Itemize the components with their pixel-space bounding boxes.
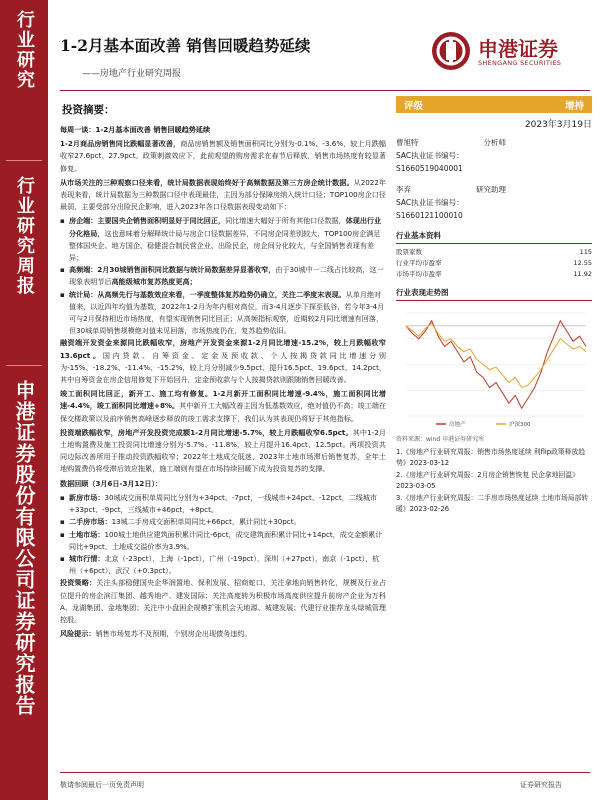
analyst-role: 研究助理: [476, 185, 506, 194]
r3-bold: 土地市场：: [69, 529, 105, 539]
logo-en-text: SHENGANG SECURITIES: [478, 59, 562, 67]
li1-text2: 这也意味着分解释统计局与房企口径数据差异，不同房企同差别较大，TOP100房企满足整体国央企、地方国企、稳健混合制民营企业、出险民企，房企间分化较大，与全国销售表现有差异；: [69, 228, 381, 263]
left-sidebar: [0, 0, 48, 800]
right-column: [396, 96, 592, 517]
rating-bar: [396, 96, 592, 113]
cert-label: SAC执业证书编号：: [396, 151, 464, 160]
para-funding: [60, 337, 386, 386]
list-item: [69, 492, 386, 516]
para-three-bold: 从市场关注的三种观察口径来看，统计局数据表现始终好于高频数据及第三方房企统计数据。: [60, 177, 354, 187]
weekly-lead: 每周一谈：1-2月基本面改善 销售回暖趋势延续: [60, 125, 211, 134]
list-item: [69, 264, 386, 288]
table-cell: 股票家数: [396, 248, 422, 256]
r2-text: 13城二手房成交面积单周同比+66pct，累计同比+30pct。: [111, 517, 301, 527]
para-strategy-text: 关注头部稳健国央企华润置地、保利发展、招商蛇口，关注拿地向销售转化，规模及行业占位提升的房企滨江集团、越秀地产、建发国际；关注高度转为积极市场高度供应提升前房产企业为万科A、龙湖集团、金地集团；关注中小盘困企规模扩张机会天地源、城建发展；代建行业推荐龙头绿城管理控股。: [60, 578, 387, 624]
para-investment: [60, 427, 386, 476]
analyst-row: [396, 136, 506, 149]
li2-bold: 高频端：2月30城销售面积同比数据与统计局数据差异显著收窄，: [69, 265, 276, 275]
para-completion-bold: 竣工面积同比回正，新开工、施工均有修复。1-2月新开工面积同比增速-9.4%，施工面积同比增速-4.4%，竣工面积同比增速+8%。: [60, 389, 386, 411]
metrics-list: [60, 215, 386, 337]
analyst-role: 分析师: [483, 138, 506, 147]
li2-text: 由于30城中一二线占比较高，这一现象表明节后: [69, 265, 384, 287]
li1-text: 同比增速大幅好于所有其他口径数据，: [225, 216, 346, 226]
logo-cn-text: 申港证券: [478, 37, 558, 61]
sidebar-middle-label: [0, 176, 48, 326]
related-item[interactable]: 2.《房地产行业研究周报：2月房企销售恢复 民企拿地回温》2023-03-05: [396, 471, 579, 490]
footer-rule: [60, 772, 590, 773]
basic-data-table: [396, 246, 592, 279]
r2-bold: 二手房市场：: [69, 517, 112, 527]
para-three-metrics: [60, 177, 386, 214]
table-cell: 市场平均市盈率: [396, 270, 442, 278]
para-investment-bold: 投资端跌幅收窄，房地产开发投资完成额1-2月同比增速-5.7%，较上月跌幅收窄6.5pct。: [60, 427, 353, 437]
related-reports: [396, 447, 592, 515]
review-list: [60, 492, 386, 577]
table-row: [396, 257, 592, 268]
para-sales-bold: 1-2月商品房销售同比跌幅显著改善，: [60, 139, 181, 149]
para-funding-text: 国内贷款、自筹资金、定金及预收款、个人按揭贷款同比增速分别为-15%、-18.2%、-11.4%、-15.2%，较上月分别减少9.5pct、提升16.5pct、19.6pct、14.2pct，其中自筹资金在房企信用修复下开始回升，定金预收款与个人按揭贷款则跟随销售回暖改善。: [60, 350, 386, 385]
r4-text: 北京（-23pct），上海（-1pct），广州（-19pct），深圳（+27pct），南京（-1pct），杭州（+6pct），武汉（+0.3pct）。: [69, 553, 380, 576]
r3-text: 100城土地供应建筑面积累计同比-6pct，成交建筑面积累计同比+14pct，成交金额累计同比+9pct，土地成交溢价率为3.9%。: [69, 529, 383, 551]
r4-bold: 城市行情：: [69, 553, 105, 563]
footer-disclaimer: 敬请参阅最后一页免责声明: [60, 781, 144, 789]
basic-data-title: 行业基本资料: [396, 230, 592, 244]
list-item: [69, 215, 386, 264]
li1-bold2: 体现出行业分化格局，: [69, 216, 382, 238]
table-cell: 11.92: [573, 269, 592, 278]
list-item: [69, 289, 386, 338]
table-row: [396, 246, 592, 257]
para-strategy: [60, 577, 386, 626]
footer-label: 证券研究报告: [520, 781, 562, 789]
chart-series-line-1: [406, 323, 586, 387]
para-risk-bold: 风险提示：: [60, 629, 96, 639]
sidebar-divider: [6, 160, 42, 161]
review-heading: 数据回顾（3月6日-3月12日）：: [60, 478, 163, 488]
li1-bold: 房企端：主要国央企销售面积明显好于同比回正，: [69, 216, 226, 226]
para-sales: [60, 138, 386, 175]
li3-bold: 统计局：从高频先行与基数效应来看，一季度整体复苏趋势仍确立，关注二季度末表现。: [69, 289, 346, 299]
li2-bold2: 高能级城市复苏热度更高；: [111, 277, 197, 287]
related-item[interactable]: 1.《房地产行业研究周报：销售市场热度延续 利flip政策释放趋势》2023-03-12: [396, 448, 586, 467]
para-sales-text: 商品房销售额及销售面积同比分别为-0.1%、-3.6%，较上月跌幅收窄27.6pct、27.9pct。政策刺激效应下，此前观望的购房需求在春节后释放，销售市场热度有较显著修复。: [60, 139, 386, 173]
li3-text: 从单月绝对值来，以近四年均值为基数，2022年1-2月为年内相对高位，而3-4月逐步下探至低谷，若今年3-4月可与2月保持相近市场热度，有望实现销售同比回正；从高频指标观察，近期较2月同比增速有回落，但30城单周销售规模绝对值未见回落，市场热度仍在，复苏趋势依旧。: [69, 289, 385, 336]
table-cell: 行业平均市盈率: [396, 259, 442, 267]
cert-label: SAC执业证书编号：: [396, 198, 464, 207]
rating-value: 增持: [564, 100, 584, 112]
para-completion: [60, 388, 386, 425]
r1-text: 30城成交面积单周同比分别为+34pct、-7pct，一线城市+24pct、-12pct，二线城市+33pct、-9pct，三线城市+46pct，+8pct。: [69, 492, 378, 515]
report-date: 2023年3月19日: [524, 120, 592, 130]
list-item: [69, 529, 386, 553]
legend-label: 沪深300: [509, 422, 531, 428]
sidebar-bottom-text: 申港证券股份有限公司证券研究报告: [12, 380, 36, 716]
list-item: [69, 516, 386, 528]
cert-number: S1660121100010: [396, 211, 463, 220]
analyst-row: [396, 183, 506, 196]
para-completion-text: 其中新开工大幅改善主因为低基数效应，绝对值仍不高；竣工端在保交楼政策以及前序销售高峰逐步释放的竣工需求支撑下，我们认为其表现仍将好于其他指标。: [60, 401, 386, 423]
para-three-text: 从2022年表现来看，统计局数据为三种数据口径中表现最佳，主因为部分保障房纳入统计口径；TOP100房企口径最弱，主要受部分出险民企影响，进入2023年各口径数据表现变动如下：: [60, 177, 387, 212]
company-logo: [430, 30, 595, 72]
cert-number: S1660519040001: [396, 164, 463, 173]
page-title: 1-2月基本面改善 销售回暖趋势延续: [60, 36, 311, 55]
rating-label: 评级: [404, 100, 424, 112]
sidebar-middle-text: 行业研究周报: [14, 176, 35, 296]
page-subtitle: ——房地产行业研究周报: [82, 69, 182, 79]
sidebar-top-label: [0, 10, 48, 106]
summary-heading: 投资摘要：: [62, 104, 115, 116]
legend-label: 房地产: [449, 422, 466, 428]
r1-bold: 新房市场：: [69, 492, 105, 502]
chart-source: 资料来源：wind 申港证券研究所: [396, 436, 485, 443]
sidebar-top-text: 行业研究: [14, 10, 35, 90]
sidebar-bottom-label: [0, 380, 48, 780]
industry-performance-chart: [396, 305, 592, 430]
para-risk: [60, 628, 386, 640]
analyst-name: 曹旭特: [396, 138, 419, 147]
para-investment-text: 其中1-2月土地购置费及施工投资同比增速分别为-5.7%、-11.8%，较上月提升16.4pct、12.5pct。两项投资共同边际改善所用于推动投资跌幅收窄；2022年土地成交低迷，2023年土地市场滞后销售复苏，全年土地购置费仍将受滞后效应拖累，施工端则有望在市场持续回暖下成为投资复苏的支撑。: [60, 427, 386, 474]
related-item[interactable]: 3.《房地产行业研究周报：二手房市场热度延续 土地市场局部转暖》2023-02-26: [396, 494, 589, 513]
analyst-block: [396, 136, 592, 222]
header-rule: [60, 90, 590, 91]
para-strategy-bold: 投资策略：: [60, 578, 97, 588]
summary-body: [60, 124, 386, 642]
table-cell: 12.55: [573, 258, 592, 267]
sidebar-divider: [6, 365, 42, 366]
para-funding-bold: 融资端开发资金来源同比跌幅收窄，房地产开发资金来源1-2月同比增速-15.2%，较上月跌幅收窄13.6pct。: [60, 338, 386, 360]
table-row: [396, 268, 592, 279]
para-risk-text: 销售市场复苏不及预期，个别房企出现债务违约。: [95, 629, 252, 639]
analyst-name: 李弃: [396, 185, 411, 194]
list-item: [69, 553, 386, 577]
chart-title: 行业表现走势图: [396, 287, 592, 301]
table-cell: 115: [579, 247, 592, 256]
